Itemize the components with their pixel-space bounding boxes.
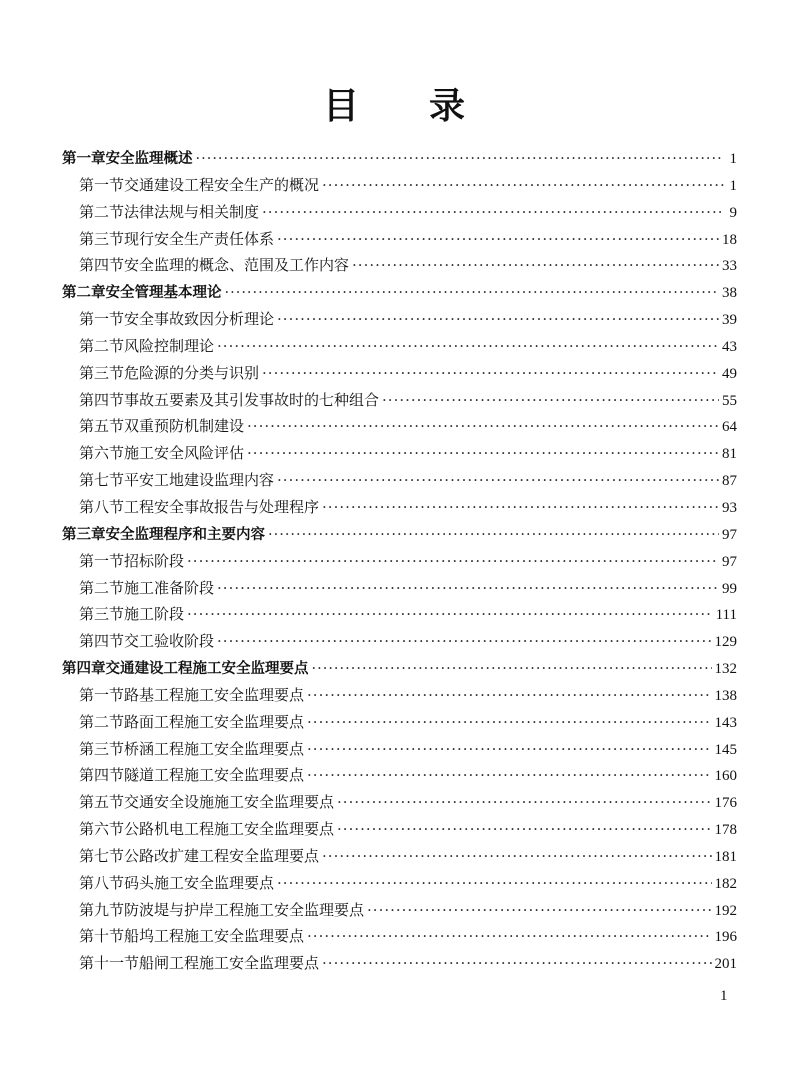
toc-entry-number: 第五节 [79, 417, 125, 436]
toc-section-row[interactable] [62, 308, 737, 335]
dot-leader [322, 954, 711, 972]
toc-entry-page: 87 [722, 473, 737, 490]
toc-entry-title: 交工验收阶段 [124, 632, 215, 651]
dot-leader [247, 417, 719, 435]
toc-entry-title: 交通建设工程安全生产的概况 [124, 175, 320, 194]
toc-chapter-row[interactable] [62, 281, 737, 308]
toc-entry-page: 99 [722, 580, 737, 597]
toc-entry-page: 196 [714, 929, 737, 946]
toc-entry-page: 97 [722, 553, 737, 570]
dot-leader [262, 203, 724, 221]
dot-leader [268, 527, 719, 543]
toc-entry-number: 第十一节 [79, 954, 140, 973]
toc-section-row[interactable] [62, 818, 737, 845]
toc-entry-title: 路基工程施工安全监理要点 [124, 685, 305, 704]
toc-entry-page: 178 [714, 822, 737, 839]
toc-entry-page: 38 [722, 285, 737, 302]
toc-entry-title: 交通安全设施施工安全监理要点 [124, 793, 335, 812]
toc-entry-title: 船闸工程施工安全监理要点 [139, 954, 320, 973]
toc-entry-title: 施工准备阶段 [124, 578, 215, 597]
toc-entry-number: 第二节 [79, 202, 125, 221]
dot-leader [277, 310, 719, 328]
toc-entry-title: 公路改扩建工程安全监理要点 [124, 846, 320, 865]
toc-entry-title: 桥涵工程施工安全监理要点 [124, 739, 305, 758]
toc-entry-number: 第四节 [79, 256, 125, 275]
toc-section-row[interactable] [62, 738, 737, 765]
toc-section-row[interactable] [62, 389, 737, 416]
toc-section-row[interactable] [62, 791, 737, 818]
toc-entry-number: 第八节 [79, 873, 125, 892]
toc-entry-number: 第一节 [79, 685, 125, 704]
toc-entry-number: 第三节 [79, 739, 125, 758]
dot-leader [187, 605, 713, 623]
toc-entry-title: 平安工地建设监理内容 [124, 471, 275, 490]
toc-entry-number: 第十节 [79, 927, 125, 946]
dot-leader [217, 632, 711, 650]
toc-entry-number: 第五节 [79, 793, 125, 812]
dot-leader [367, 901, 711, 919]
toc-entry-page: 93 [722, 499, 737, 516]
toc-chapter-row[interactable] [62, 147, 737, 174]
table-of-contents [62, 147, 737, 979]
toc-entry-title: 风险控制理论 [124, 336, 215, 355]
dot-leader [307, 713, 711, 731]
toc-chapter-row[interactable] [62, 523, 737, 550]
toc-entry-page: 143 [714, 714, 737, 731]
toc-entry-number: 第一节 [79, 551, 125, 570]
toc-entry-title: 船坞工程施工安全监理要点 [124, 927, 305, 946]
toc-entry-number: 第六节 [79, 820, 125, 839]
toc-entry-page: 49 [722, 365, 737, 382]
toc-entry-number: 第七节 [79, 471, 125, 490]
toc-entry-title: 安全事故致因分析理论 [124, 310, 275, 329]
toc-entry-title: 双重预防机制建设 [124, 417, 245, 436]
toc-entry-page: 1 [729, 151, 737, 167]
page-title [0, 78, 790, 129]
title-char-right: 录 [429, 86, 468, 127]
dot-leader [307, 766, 711, 784]
toc-entry-number: 第三节 [79, 229, 125, 248]
dot-leader [225, 285, 720, 301]
dot-leader [322, 176, 724, 194]
dot-leader [322, 847, 711, 865]
dot-leader [307, 927, 711, 945]
toc-entry-title: 招标阶段 [124, 551, 185, 570]
toc-entry-page: 43 [722, 338, 737, 355]
toc-section-row[interactable] [62, 174, 737, 201]
toc-entry-page: 18 [722, 231, 737, 248]
toc-entry-number: 第九节 [79, 900, 125, 919]
toc-entry-page: 181 [714, 848, 737, 865]
dot-leader [262, 364, 719, 382]
toc-entry-title: 安全监理概述 [105, 151, 193, 167]
toc-entry-title: 安全监理的概念、范围及工作内容 [124, 256, 350, 275]
toc-section-row[interactable] [62, 550, 737, 577]
dot-leader [352, 256, 719, 274]
toc-entry-number: 第四节 [79, 632, 125, 651]
toc-entry-title: 防波堤与护岸工程施工安全监理要点 [124, 900, 365, 919]
toc-entry-number: 第二节 [79, 336, 125, 355]
toc-entry-number: 第六节 [79, 444, 125, 463]
toc-entry-title: 路面工程施工安全监理要点 [124, 712, 305, 731]
dot-leader [187, 552, 719, 570]
toc-entry-title: 交通建设工程施工安全监理要点 [105, 661, 309, 678]
dot-leader [337, 820, 711, 838]
toc-entry-title: 事故五要素及其引发事故时的七种组合 [124, 390, 380, 409]
toc-entry-page: 138 [714, 687, 737, 704]
toc-section-row[interactable] [62, 764, 737, 791]
toc-chapter-row[interactable] [62, 657, 737, 684]
toc-section-row[interactable] [62, 603, 737, 630]
toc-entry-title: 安全管理基本理论 [105, 285, 222, 302]
dot-leader [307, 686, 711, 704]
toc-entry-number: 第三节 [79, 363, 125, 382]
dot-leader [196, 151, 725, 167]
toc-section-row[interactable] [62, 711, 737, 738]
title-char-left: 目 [322, 86, 361, 127]
toc-entry-title: 码头施工安全监理要点 [124, 873, 275, 892]
toc-entry-page: 55 [722, 392, 737, 409]
toc-section-row[interactable] [62, 496, 737, 523]
toc-entry-number: 第四章 [62, 661, 106, 678]
toc-section-row[interactable] [62, 952, 737, 979]
toc-section-row[interactable] [62, 201, 737, 228]
toc-entry-page: 39 [722, 312, 737, 329]
toc-entry-title: 安全监理程序和主要内容 [105, 526, 265, 543]
toc-entry-page: 111 [715, 607, 737, 624]
toc-section-row[interactable] [62, 362, 737, 389]
toc-entry-number: 第一节 [79, 310, 125, 329]
toc-entry-number: 第七节 [79, 846, 125, 865]
toc-entry-number: 第四节 [79, 766, 125, 785]
dot-leader [277, 874, 711, 892]
dot-leader [217, 337, 719, 355]
toc-section-row[interactable] [62, 872, 737, 899]
toc-entry-title: 施工安全风险评估 [124, 444, 245, 463]
toc-entry-number: 第四节 [79, 390, 125, 409]
toc-entry-number: 第二节 [79, 712, 125, 731]
toc-section-row[interactable] [62, 469, 737, 496]
toc-section-row[interactable] [62, 442, 737, 469]
toc-entry-number: 第一章 [62, 151, 106, 167]
toc-entry-page: 192 [714, 902, 737, 919]
dot-leader [312, 661, 712, 677]
toc-section-row[interactable] [62, 630, 737, 657]
toc-entry-page: 145 [714, 741, 737, 758]
toc-section-row[interactable] [62, 845, 737, 872]
toc-entry-title: 危险源的分类与识别 [124, 363, 260, 382]
dot-leader [322, 498, 719, 516]
toc-entry-title: 工程安全事故报告与处理程序 [124, 497, 320, 516]
toc-entry-page: 129 [714, 634, 737, 651]
toc-entry-page: 201 [714, 956, 737, 973]
toc-entry-page: 132 [714, 661, 737, 678]
toc-section-row[interactable] [62, 899, 737, 926]
toc-section-row[interactable] [62, 228, 737, 255]
dot-leader [277, 230, 719, 248]
toc-entry-number: 第三节 [79, 605, 125, 624]
toc-section-row[interactable] [62, 684, 737, 711]
toc-entry-title: 施工阶段 [124, 605, 185, 624]
toc-section-row[interactable] [62, 415, 737, 442]
toc-entry-title: 隧道工程施工安全监理要点 [124, 766, 305, 785]
toc-section-row[interactable] [62, 335, 737, 362]
toc-entry-page: 64 [722, 419, 737, 436]
toc-section-row[interactable] [62, 254, 737, 281]
toc-section-row[interactable] [62, 925, 737, 952]
toc-entry-page: 1 [729, 177, 737, 194]
dot-leader [382, 391, 719, 409]
toc-entry-number: 第一节 [79, 175, 125, 194]
toc-entry-page: 160 [714, 768, 737, 785]
toc-entry-title: 法律法规与相关制度 [124, 202, 260, 221]
toc-entry-page: 81 [722, 446, 737, 463]
toc-entry-page: 182 [714, 875, 737, 892]
toc-entry-page: 33 [722, 258, 737, 275]
toc-entry-page: 97 [722, 526, 737, 543]
dot-leader [277, 471, 719, 489]
dot-leader [247, 444, 719, 462]
toc-entry-page: 176 [714, 795, 737, 812]
toc-section-row[interactable] [62, 577, 737, 604]
page-number: 1 [720, 988, 728, 1004]
dot-leader [307, 740, 711, 758]
toc-entry-title: 现行安全生产责任体系 [124, 229, 275, 248]
toc-entry-page: 9 [729, 204, 737, 221]
toc-entry-number: 第三章 [62, 526, 106, 543]
dot-leader [217, 579, 719, 597]
toc-entry-number: 第二章 [62, 285, 106, 302]
toc-entry-number: 第二节 [79, 578, 125, 597]
toc-entry-title: 公路机电工程施工安全监理要点 [124, 820, 335, 839]
dot-leader [337, 793, 711, 811]
toc-entry-number: 第八节 [79, 497, 125, 516]
